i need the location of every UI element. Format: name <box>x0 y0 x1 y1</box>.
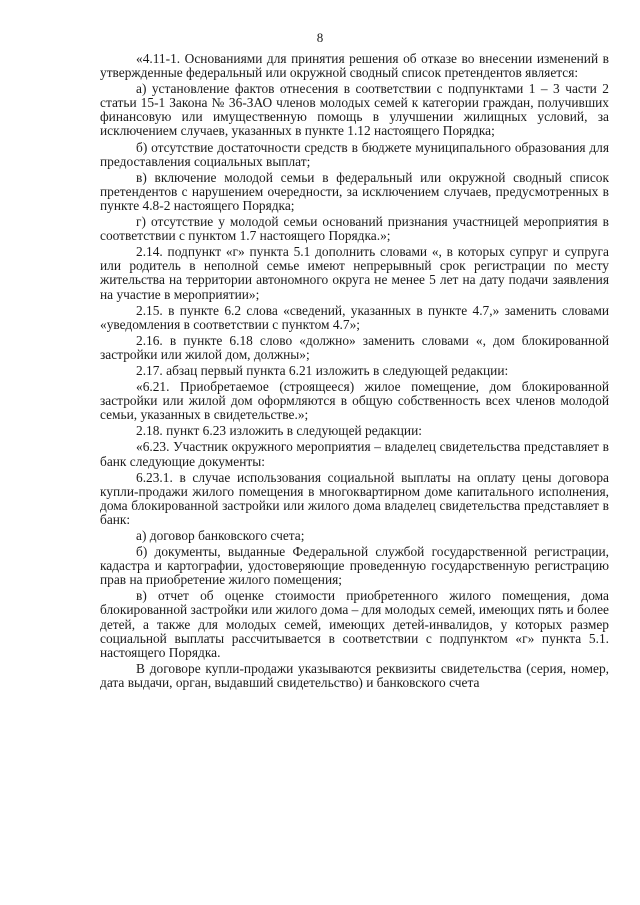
paragraph-item-a: а) установление фактов отнесения в соответствии с подпунктами 1 – 3 части 2 статьи 15-1 Закона № 36-ЗАО членов молодых семей к категории граждан, получивших финансовую или имущественную помощь в улучшении жилищных условий, за исключением случаев, указанных в пункте 1.12 настоящего Порядка; <box>100 81 609 139</box>
paragraph-item-b: б) отсутствие достаточности средств в бюджете муниципального образования для предоставления социальных выплат; <box>100 139 609 169</box>
document-body <box>100 52 609 692</box>
paragraph-6-23-1-v: в) отчет об оценке стоимости приобретенного жилого помещения, дома блокированной застройки или жилого дома – для молодых семей, имеющих пять и более детей, а также для молодых семей, имеющих детей-инвалидов, у которых размер социальной выплаты рассчитывается в соответствии с подпунктом «г» пункта 5.1. настоящего Порядка. <box>100 588 609 660</box>
paragraph-2-16: 2.16. в пункте 6.18 слово «должно» заменить словами «, дом блокированной застройки или жилой дом, должны»; <box>100 332 609 362</box>
paragraph-2-17: 2.17. абзац первый пункта 6.21 изложить в следующей редакции: <box>136 362 509 378</box>
paragraph-2-14: 2.14. подпункт «г» пункта 5.1 дополнить словами «, в которых супруг и супруга или родитель в неполной семье имеют непрерывный срок регистрации по месту жительства на территории автономного округа не менее 5 лет на дату подачи заявления на участие в мероприятии»; <box>100 244 609 302</box>
paragraph-2-18: 2.18. пункт 6.23 изложить в следующей редакции: <box>136 423 422 439</box>
page-number: 8 <box>316 30 324 45</box>
paragraph-6-23: «6.23. Участник окружного мероприятия – владелец свидетельства представляет в банк следующие документы: <box>100 439 609 469</box>
paragraph-4-11-1-intro: «4.11-1. Основаниями для принятия решения об отказе во внесении изменений в утвержденные федеральный или окружной сводный список претендентов является: <box>100 51 609 81</box>
paragraph-2-15: 2.15. в пункте 6.2 слова «сведений, указанных в пункте 4.7,» заменить словами «уведомления в соответствии с пунктом 4.7»; <box>100 302 609 332</box>
paragraph-item-g: г) отсутствие у молодой семьи оснований признания участницей мероприятия в соответствии с пунктом 1.7 настоящего Порядка.»; <box>100 214 609 244</box>
paragraph-6-23-1: 6.23.1. в случае использования социальной выплаты на оплату цены договора купли-продажи жилого помещения в многоквартирном доме капитального исполнения, дома блокированной застройки или жилого дома владелец свидетельства представляет в банк: <box>100 469 609 527</box>
paragraph-6-23-1-b: б) документы, выданные Федеральной службой государственной регистрации, кадастра и картографии, удостоверяющие проведенную государственную регистрацию прав на приобретение жилого помещения; <box>100 544 609 588</box>
paragraph-contract-details: В договоре купли-продажи указываются реквизиты свидетельства (серия, номер, дата выдачи, орган, выдавший свидетельство) и банковского счета <box>100 660 609 690</box>
paragraph-6-23-1-a: а) договор банковского счета; <box>136 528 305 543</box>
paragraph-6-21: «6.21. Приобретаемое (строящееся) жилое помещение, дом блокированной застройки или жилой дом оформляются в общую собственность всех членов молодой семьи, указанных в свидетельстве.»; <box>100 379 609 423</box>
paragraph-item-v: в) включение молодой семьи в федеральный или окружной сводный список претендентов с нарушением очередности, за исключением случаев, предусмотренных в пункте 4.8-2 настоящего Порядка; <box>100 169 609 213</box>
